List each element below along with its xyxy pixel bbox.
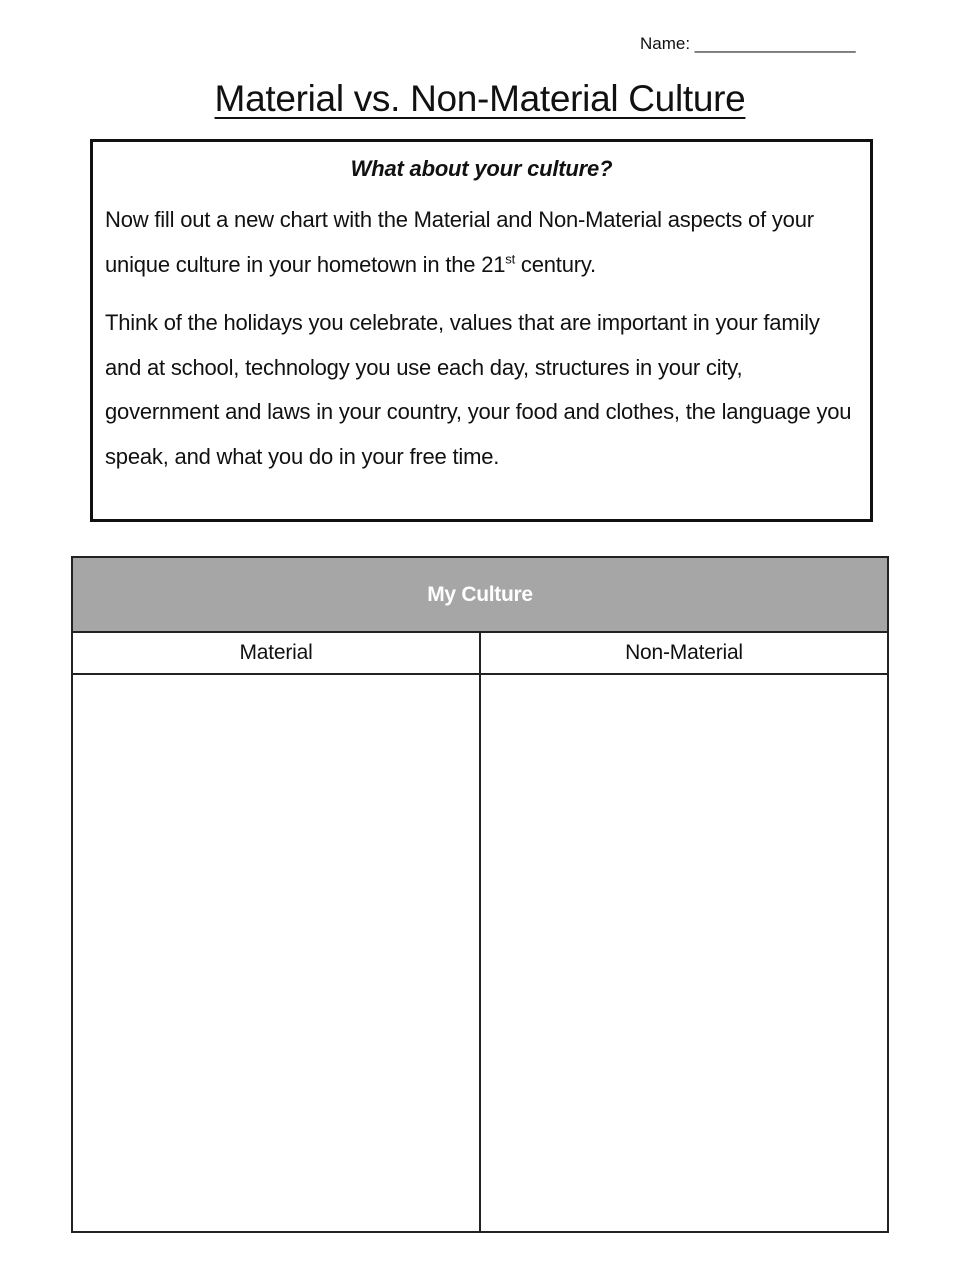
non-material-answer-area[interactable] xyxy=(480,674,888,1232)
paragraph-1-end: century. xyxy=(515,251,596,277)
name-field-label: Name: _________________ xyxy=(640,34,856,53)
instructions-paragraph-2: Think of the holidays you celebrate, values that are important in your family and at school, technology you use each day, structures in your city, government and laws in your country, your food and clothes, the language you speak, and what you do in your free time. xyxy=(105,310,852,469)
culture-chart-table xyxy=(71,556,889,1233)
ordinal-suffix: st xyxy=(505,251,516,267)
material-answer-area[interactable] xyxy=(72,674,480,1232)
paragraph-1-text: Now fill out a new chart with the Material and Non-Material aspects of your unique culture in your hometown in the 21 xyxy=(105,207,814,277)
instructions-paragraph-1 xyxy=(105,198,858,287)
table-title: My Culture xyxy=(72,557,888,632)
instructions-heading: What about your culture? xyxy=(350,156,613,181)
instructions-box xyxy=(90,139,873,522)
page-title: Material vs. Non-Material Culture xyxy=(214,78,746,119)
column-header-non-material: Non-Material xyxy=(480,632,888,674)
column-header-material: Material xyxy=(72,632,480,674)
column-header-row xyxy=(72,632,888,674)
table-title-row xyxy=(72,557,888,632)
answer-row xyxy=(72,674,888,1232)
